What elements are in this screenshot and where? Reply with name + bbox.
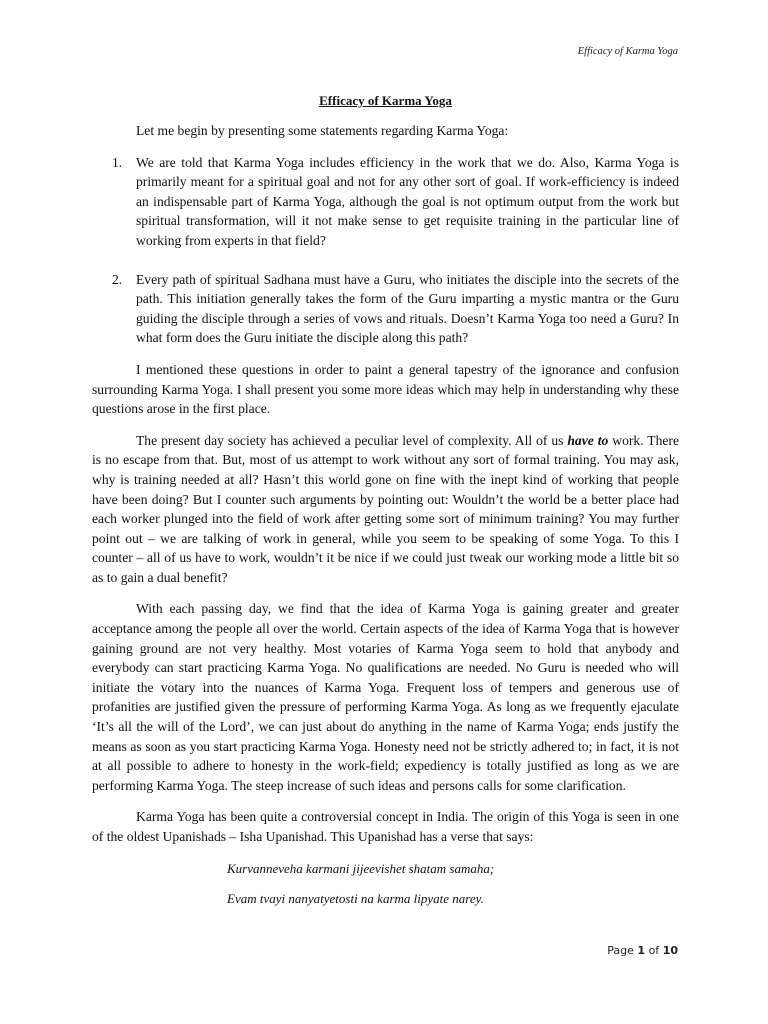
item-text: We are told that Karma Yoga includes efficiency in the work that we do. Also, Karma Yoga is primarily meant for a spiritual goal and not for any other sort of goal. If work-efficiency is indeed an indispensable part of Karma Yoga, although the goal is not optimum output from the work but spiritual transformation, will it not make sense to get requisite training in the particular line of working from experts in that field? <box>136 154 679 248</box>
verse-line-1: Kurvanneveha karmani jijeevishet shatam samaha; <box>227 860 495 876</box>
page-total: 10 <box>662 944 678 957</box>
item-number: 1. <box>112 154 123 170</box>
page-number <box>607 944 678 957</box>
intro-paragraph: Let me begin by presenting some statements regarding Karma Yoga: <box>136 123 509 138</box>
page-of: of <box>645 944 663 957</box>
running-header: Efficacy of Karma Yoga <box>577 46 678 57</box>
item-number: 2. <box>112 271 123 287</box>
verse-line-2: Evam tvayi nanyatyetosti na karma lipyate narey. <box>227 890 484 906</box>
paragraph-questions-context: I mentioned these questions in order to paint a general tapestry of the ignorance and confusion surrounding Karma Yoga. I shall present you some more ideas which may help in understanding why these questions arose in the first place. <box>92 361 679 417</box>
paragraph-text-before: The present day society has achieved a peculiar level of complexity. All of us <box>136 432 568 448</box>
page-current: 1 <box>637 944 646 957</box>
emphasis-have-to: have to <box>567 432 609 448</box>
numbered-item-1 <box>92 153 679 251</box>
numbered-item-2 <box>92 270 679 348</box>
document-title: Efficacy of Karma Yoga <box>319 93 452 108</box>
page-prefix: Page <box>607 944 638 957</box>
paragraph-isha-upanishad: Karma Yoga has been quite a controversial concept in India. The origin of this Yoga is seen in one of the oldest Upanishads – Isha Upanishad. This Upanishad has a verse that says: <box>92 809 679 844</box>
document-body <box>92 92 679 919</box>
paragraph-society-complexity <box>92 431 679 588</box>
paragraph-karma-yoga-acceptance: With each passing day, we find that the idea of Karma Yoga is gaining greater and greater acceptance among the people all over the world. Certain aspects of the idea of Karma Yoga that is however gaining ground are not very healthy. Most votaries of Karma Yoga seem to hold that anybody and everybody can start practicing Karma Yoga. No qualifications are needed. No Guru is needed who will initiate the votary into the nuances of Karma Yoga. Frequent loss of tempers and generous use of profanities are justified given the pressure of performing Karma Yoga. As long as we frequently ejaculate ‘It’s all the will of the Lord’, we can just about do anything in the name of Karma Yoga; ends justify the means as soon as you start practicing Karma Yoga. Honesty need not be strictly adhered to; in fact, it is not at all possible to adhere to honesty in the work-field; expediency is totally justified as long as we are performing Karma Yoga. The steep increase of such ideas and persons calls for some clarification. <box>92 601 679 793</box>
paragraph-text-after: work. There is no escape from that. But, most of us attempt to work without any sort of formal training. You may ask, why is training needed at all? Hasn’t this world gone on fine with the inept kind of working that people have been doing? But I counter such arguments by pointing out: Wouldn’t the world be a better place had each worker plunged into the field of work after getting some sort of minimum training? You may further point out – we are talking of work in general, while you seem to be speaking of some Yoga. To this I counter – all of us have to work, wouldn’t it be nice if we could just tweak our working mode a little bit so as to gain a dual benefit? <box>92 432 679 585</box>
item-text: Every path of spiritual Sadhana must have a Guru, who initiates the disciple into the secrets of the path. This initiation generally takes the form of the Guru imparting a mystic mantra or the Guru guiding the disciple through a series of vows and rituals. Doesn’t Karma Yoga too need a Guru? In what form does the Guru initiate the disciple along this path? <box>136 271 679 346</box>
